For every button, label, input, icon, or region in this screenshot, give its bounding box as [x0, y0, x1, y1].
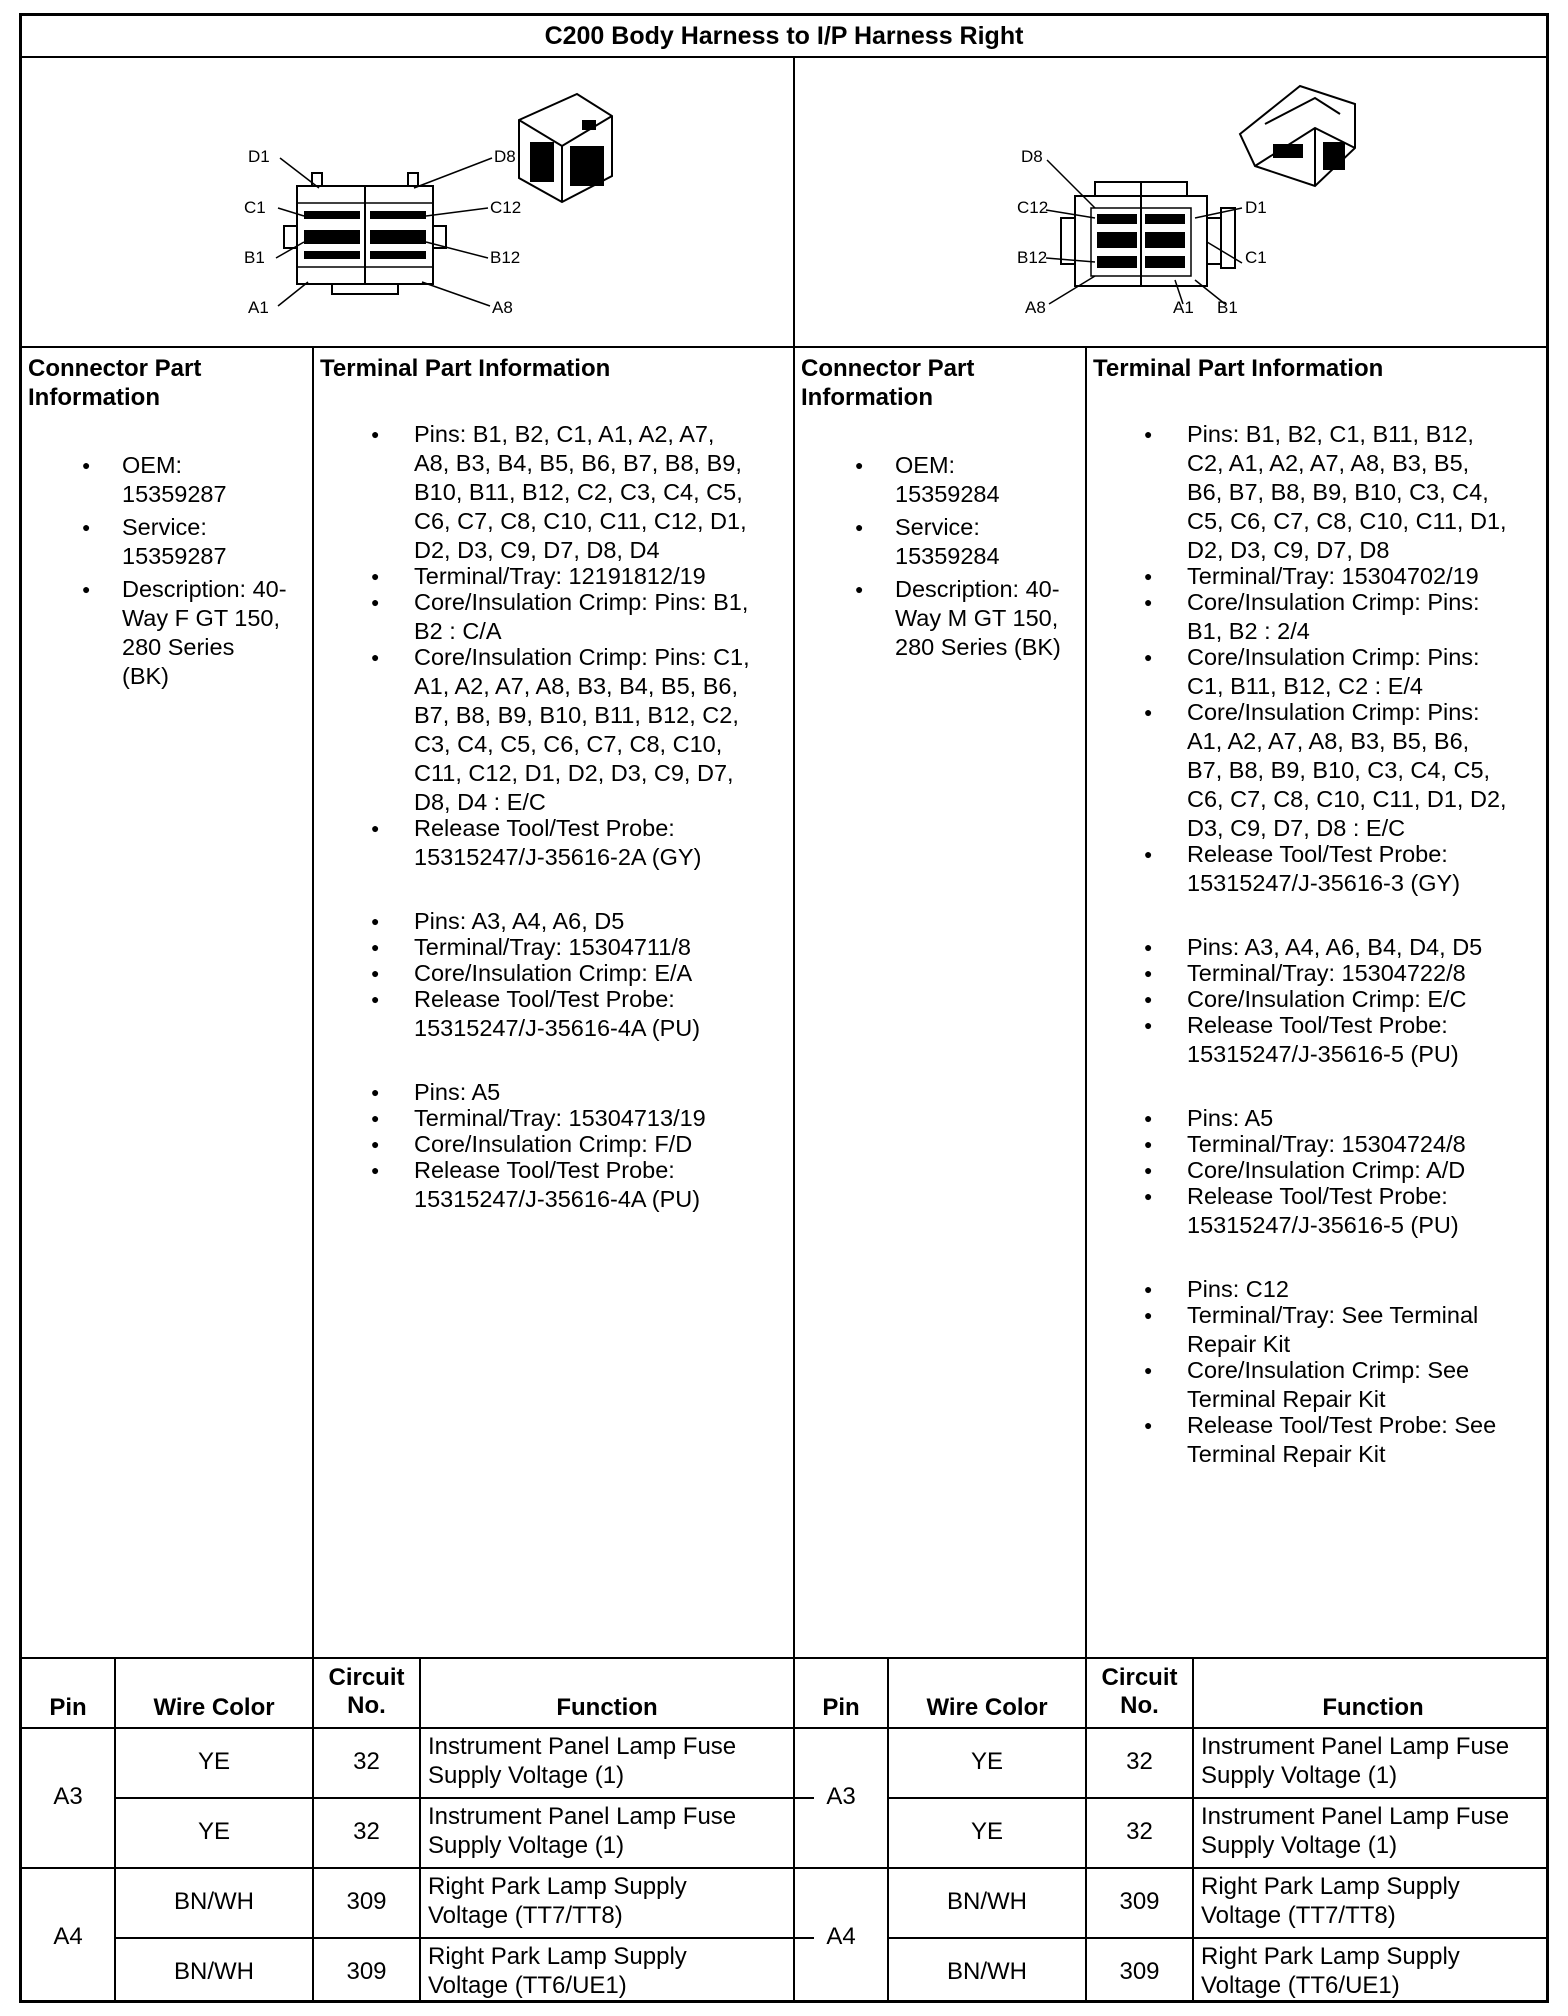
terminal-group: [414, 420, 793, 872]
right-connector-header: [801, 354, 974, 412]
function-line: Supply Voltage (1): [428, 1832, 625, 1859]
pin-cell: A3: [53, 1783, 83, 1810]
bullet-item: [122, 513, 312, 571]
label-b1: B1: [244, 248, 265, 267]
bullet-line: 15359284: [895, 543, 1000, 569]
bullet-line: C6, C7, C8, C10, C11, D1, D2,: [1187, 786, 1507, 812]
bullet-line: ● Pins: B1, B2, C1, A1, A2, A7,: [414, 421, 715, 447]
bullet-line: ● Pins: B1, B2, C1, B11, B12,: [1187, 421, 1474, 447]
label-b12: B12: [490, 248, 521, 267]
bullet-line: 280 Series: [122, 634, 235, 660]
circuit-cell: 32: [1126, 1748, 1153, 1775]
wire-color-cell: BN/WH: [174, 1888, 254, 1915]
bullet-line: Way M GT 150,: [895, 605, 1059, 631]
bullet-line: ● Terminal/Tray: 15304702/19: [1187, 563, 1479, 589]
pin-cell: A3: [826, 1783, 856, 1810]
bullet-line: 15359284: [895, 481, 1000, 507]
bullet-line: ● Pins: A3, A4, A6, D5: [414, 908, 625, 934]
page-title: C200 Body Harness to I/P Harness Right: [544, 22, 1024, 50]
bullet-line: 15315247/J-35616-2A (GY): [414, 844, 702, 870]
terminal-group: [414, 1078, 793, 1214]
function-line: Supply Voltage (1): [1201, 1832, 1398, 1859]
label-c12: C12: [1017, 198, 1049, 217]
bullet-item: [122, 575, 312, 691]
rule-diagram: [22, 346, 1546, 348]
bullet-item: [1187, 1275, 1552, 1304]
left-terminal-list: [414, 420, 793, 1249]
bullet-item: [414, 562, 793, 591]
header-line: Connector Part: [28, 355, 202, 382]
function-cell: [428, 1872, 793, 1930]
function-cell: [1201, 1872, 1552, 1930]
bullet-line: Terminal Repair Kit: [1187, 1441, 1386, 1467]
function-line: Instrument Panel Lamp Fuse: [428, 1733, 737, 1760]
col-wire-color: Wire Color: [153, 1694, 275, 1721]
circuit-cell: 309: [346, 1958, 387, 1985]
rule-parts: [22, 1657, 1546, 1659]
rule-row-1-right: [887, 1797, 1546, 1799]
bullet-item: [1187, 1182, 1552, 1240]
bullet-line: A1, A2, A7, A8, B3, B5, B6,: [1187, 728, 1470, 754]
right-terminal-header: Terminal Part Information: [1093, 355, 1384, 382]
bullet-line: D8, D4 : E/C: [414, 789, 546, 815]
bullet-line: ● Terminal/Tray: 15304724/8: [1187, 1131, 1466, 1157]
bullet-item: [1187, 420, 1552, 565]
function-cell: [1201, 1942, 1552, 2000]
col-circuit: [314, 1664, 419, 1720]
pin-cell: A4: [53, 1923, 83, 1950]
label-a8: A8: [1025, 298, 1046, 317]
terminal-group: [1187, 1104, 1552, 1240]
function-line: Right Park Lamp Supply: [1201, 1873, 1460, 1900]
label-d8: D8: [1021, 147, 1043, 166]
bullet-item: [414, 1078, 793, 1107]
bullet-line: ● Description: 40-: [895, 576, 1060, 602]
bullet-item: [414, 907, 793, 936]
function-line: Right Park Lamp Supply: [428, 1943, 687, 1970]
bullet-line: 280 Series (BK): [895, 634, 1061, 660]
bullet-line: ● Core/Insulation Crimp: Pins: C1,: [414, 644, 750, 670]
wire-color-cell: YE: [197, 1748, 230, 1775]
bullet-line: ● Release Tool/Test Probe:: [414, 815, 675, 841]
bullet-item: [414, 420, 793, 565]
bullet-line: 15315247/J-35616-5 (PU): [1187, 1041, 1459, 1067]
function-line: Voltage (TT6/UE1): [1201, 1972, 1400, 1999]
bullet-item: [1187, 985, 1552, 1014]
bullet-line: ● Release Tool/Test Probe:: [1187, 1012, 1448, 1038]
header-line: Circuit: [1101, 1664, 1178, 1691]
bullet-line: ● OEM:: [122, 452, 183, 478]
wire-color-cell: BN/WH: [947, 1888, 1027, 1915]
bullet-line: C6, C7, C8, C10, C11, C12, D1,: [414, 508, 747, 534]
bullet-line: (BK): [122, 663, 169, 689]
bullet-item: [1187, 1156, 1552, 1185]
bullet-line: B6, B7, B8, B9, B10, C3, C4,: [1187, 479, 1489, 505]
left-connector-list: [122, 451, 312, 695]
female-connector-diagram: [22, 58, 793, 346]
bullet-line: ● Pins: A5: [414, 1079, 501, 1105]
wire-color-cell: YE: [970, 1818, 1003, 1845]
bullet-line: ● Pins: A3, A4, A6, B4, D4, D5: [1187, 934, 1483, 960]
bullet-item: [414, 959, 793, 988]
function-line: Right Park Lamp Supply: [428, 1873, 687, 1900]
function-line: Voltage (TT6/UE1): [428, 1972, 627, 1999]
circuit-cell: 32: [1126, 1818, 1153, 1845]
bullet-item: [414, 985, 793, 1043]
bullet-line: Repair Kit: [1187, 1331, 1291, 1357]
right-connector-list: [895, 451, 1085, 666]
header-line: Information: [801, 384, 933, 411]
function-line: Instrument Panel Lamp Fuse: [428, 1803, 737, 1830]
bullet-line: ● Terminal/Tray: 15304722/8: [1187, 960, 1466, 986]
function-line: Instrument Panel Lamp Fuse: [1201, 1733, 1510, 1760]
terminal-group: [414, 907, 793, 1043]
label-d8: D8: [494, 147, 516, 166]
bullet-item: [414, 643, 793, 817]
wire-color-cell: YE: [970, 1748, 1003, 1775]
col-function: Function: [556, 1694, 658, 1721]
header-line: Information: [28, 384, 160, 411]
bullet-line: C3, C4, C5, C6, C7, C8, C10,: [414, 731, 723, 757]
bullet-line: D3, C9, D7, D8 : E/C: [1187, 815, 1406, 841]
wire-color-cell: BN/WH: [174, 1958, 254, 1985]
bullet-line: Terminal Repair Kit: [1187, 1386, 1386, 1412]
bullet-line: D2, D3, C9, D7, D8, D4: [414, 537, 660, 563]
bullet-item: [1187, 562, 1552, 591]
bullet-line: C11, C12, D1, D2, D3, C9, D7,: [414, 760, 734, 786]
label-c12: C12: [490, 198, 522, 217]
bullet-line: ● Core/Insulation Crimp: Pins:: [1187, 589, 1480, 615]
bullet-item: [1187, 959, 1552, 988]
label-b1: B1: [1217, 298, 1238, 317]
bullet-line: ● Pins: C12: [1187, 1276, 1289, 1302]
col-pin: Pin: [822, 1694, 860, 1721]
circuit-cell: 32: [353, 1748, 380, 1775]
wire-color-cell: YE: [197, 1818, 230, 1845]
terminal-group: [1187, 420, 1552, 898]
label-d1: D1: [248, 147, 270, 166]
function-cell: [428, 1732, 793, 1790]
function-cell: [428, 1802, 793, 1860]
bullet-line: B1, B2 : 2/4: [1187, 618, 1310, 644]
function-line: Supply Voltage (1): [428, 1762, 625, 1789]
function-line: Voltage (TT7/TT8): [1201, 1902, 1396, 1929]
rule-row-1-left: [114, 1797, 814, 1799]
bullet-line: ● Core/Insulation Crimp: E/C: [1187, 986, 1467, 1012]
function-cell: [1201, 1802, 1552, 1860]
bullet-line: B7, B8, B9, B10, B11, B12, C2,: [414, 702, 739, 728]
header-line: No.: [1120, 1692, 1159, 1719]
bullet-line: Way F GT 150,: [122, 605, 281, 631]
bullet-item: [1187, 643, 1552, 701]
bullet-item: [414, 1104, 793, 1133]
bullet-item: [414, 814, 793, 872]
bullet-line: ● Release Tool/Test Probe:: [414, 1157, 675, 1183]
col-wire-color: Wire Color: [926, 1694, 1048, 1721]
circuit-cell: 309: [1119, 1958, 1160, 1985]
bullet-item: [414, 1130, 793, 1159]
bullet-line: 15315247/J-35616-5 (PU): [1187, 1212, 1459, 1238]
bullet-line: ● Core/Insulation Crimp: F/D: [414, 1131, 693, 1157]
bullet-line: ● Core/Insulation Crimp: A/D: [1187, 1157, 1466, 1183]
bullet-line: 15359287: [122, 543, 227, 569]
bullet-item: [1187, 1130, 1552, 1159]
function-cell: [1201, 1732, 1552, 1790]
bullet-item: [895, 451, 1085, 509]
bullet-line: ● Core/Insulation Crimp: E/A: [414, 960, 693, 986]
bullet-item: [1187, 1011, 1552, 1069]
bullet-line: ● Release Tool/Test Probe:: [414, 986, 675, 1012]
bullet-line: C1, B11, B12, C2 : E/4: [1187, 673, 1423, 699]
bullet-line: ● Service:: [895, 514, 980, 540]
bullet-line: 15359287: [122, 481, 227, 507]
circuit-cell: 309: [1119, 1888, 1160, 1915]
bullet-line: ● OEM:: [895, 452, 956, 478]
left-terminal-header: Terminal Part Information: [320, 355, 611, 382]
bullet-line: ● Core/Insulation Crimp: Pins: B1,: [414, 589, 749, 615]
header-line: Circuit: [328, 1664, 405, 1691]
rule-row-3-right: [887, 1937, 1546, 1939]
rule-row-3-left: [114, 1937, 814, 1939]
bullet-line: A1, A2, A7, A8, B3, B4, B5, B6,: [414, 673, 738, 699]
pin-cell: A4: [826, 1923, 856, 1950]
rule-table-head: [22, 1727, 1546, 1729]
function-cell: [428, 1942, 793, 2000]
terminal-group: [1187, 1275, 1552, 1469]
function-line: Instrument Panel Lamp Fuse: [1201, 1803, 1510, 1830]
circuit-cell: 309: [346, 1888, 387, 1915]
label-d1: D1: [1245, 198, 1267, 217]
bullet-line: C2, A1, A2, A7, A8, B3, B5,: [1187, 450, 1470, 476]
function-line: Voltage (TT7/TT8): [428, 1902, 623, 1929]
bullet-line: ● Terminal/Tray: 15304711/8: [414, 934, 691, 960]
bullet-line: ● Terminal/Tray: 15304713/19: [414, 1105, 706, 1131]
label-b12: B12: [1017, 248, 1048, 267]
bullet-item: [414, 1156, 793, 1214]
bullet-item: [1187, 1301, 1552, 1359]
bullet-item: [895, 513, 1085, 571]
terminal-group: [1187, 933, 1552, 1069]
bullet-line: B7, B8, B9, B10, C3, C4, C5,: [1187, 757, 1491, 783]
col-function: Function: [1322, 1694, 1424, 1721]
bullet-item: [1187, 588, 1552, 646]
rule-row-2: [22, 1867, 1546, 1869]
bullet-line: D2, D3, C9, D7, D8: [1187, 537, 1390, 563]
bullet-line: ● Core/Insulation Crimp: Pins:: [1187, 699, 1480, 725]
bullet-item: [1187, 1104, 1552, 1133]
bullet-item: [414, 933, 793, 962]
bullet-line: ● Service:: [122, 514, 207, 540]
bullet-line: 15315247/J-35616-4A (PU): [414, 1015, 701, 1041]
bullet-item: [1187, 840, 1552, 898]
right-terminal-list: [1187, 420, 1552, 1504]
bullet-item: [1187, 1411, 1552, 1469]
col-circuit: [1087, 1664, 1192, 1720]
bullet-line: 15315247/J-35616-3 (GY): [1187, 870, 1461, 896]
bullet-line: ● Core/Insulation Crimp: See: [1187, 1357, 1470, 1383]
bullet-line: ● Pins: A5: [1187, 1105, 1274, 1131]
header-line: Connector Part: [801, 355, 975, 382]
bullet-line: ● Description: 40-: [122, 576, 287, 602]
bullet-line: C5, C6, C7, C8, C10, C11, D1,: [1187, 508, 1507, 534]
bullet-line: A8, B3, B4, B5, B6, B7, B8, B9,: [414, 450, 742, 476]
bullet-line: ● Terminal/Tray: 12191812/19: [414, 563, 706, 589]
col-pin: Pin: [49, 1694, 87, 1721]
label-a1: A1: [1173, 298, 1194, 317]
left-connector-header: [28, 354, 201, 412]
label-a8: A8: [492, 298, 513, 317]
bullet-item: [414, 588, 793, 646]
function-line: Supply Voltage (1): [1201, 1762, 1398, 1789]
circuit-cell: 32: [353, 1818, 380, 1845]
label-a1: A1: [248, 298, 269, 317]
header-line: No.: [347, 1692, 386, 1719]
label-c1: C1: [1245, 248, 1267, 267]
bullet-line: ● Release Tool/Test Probe: See: [1187, 1412, 1497, 1438]
label-c1: C1: [244, 198, 266, 217]
bullet-line: ● Release Tool/Test Probe:: [1187, 1183, 1448, 1209]
male-connector-diagram: [795, 58, 1552, 346]
function-line: Right Park Lamp Supply: [1201, 1943, 1460, 1970]
bullet-item: [1187, 933, 1552, 962]
bullet-line: B2 : C/A: [414, 618, 502, 644]
bullet-item: [122, 451, 312, 509]
wire-color-cell: BN/WH: [947, 1958, 1027, 1985]
bullet-line: ● Core/Insulation Crimp: Pins:: [1187, 644, 1480, 670]
bullet-line: ● Terminal/Tray: See Terminal: [1187, 1302, 1479, 1328]
bullet-line: ● Release Tool/Test Probe:: [1187, 841, 1448, 867]
bullet-line: 15315247/J-35616-4A (PU): [414, 1186, 701, 1212]
connector-sheet: [19, 13, 1549, 2003]
bullet-item: [1187, 1356, 1552, 1414]
bullet-item: [1187, 698, 1552, 843]
bullet-line: B10, B11, B12, C2, C3, C4, C5,: [414, 479, 743, 505]
bullet-item: [895, 575, 1085, 662]
